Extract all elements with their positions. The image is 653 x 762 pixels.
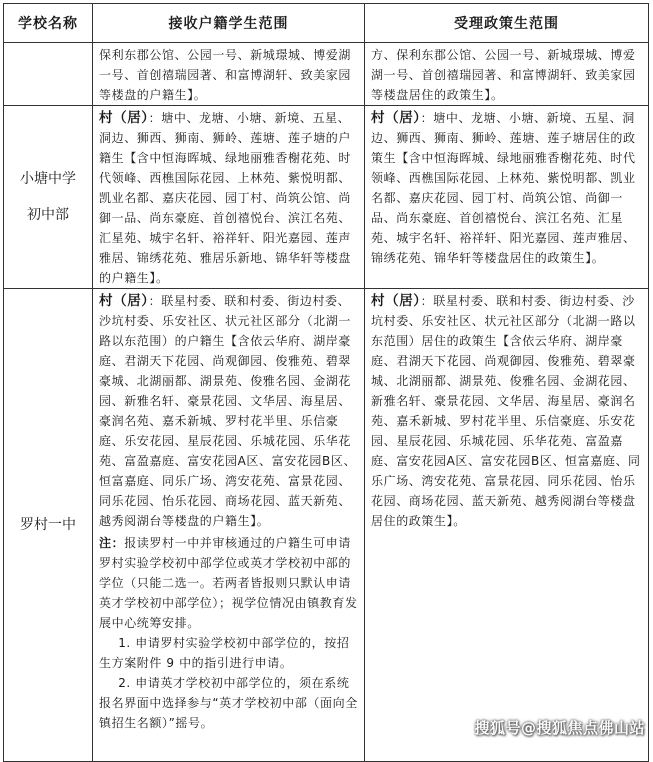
hukou-text: ：塘中、龙塘、小塘、新境、五星、洞边、狮西、狮南、狮岭、莲塘、莲子塘的户籍生【含中恒海晖城、绿地丽雅香榭花苑、时代领峰、西樵国际花园、上林苑、紫悦明都、凯业名都、嘉庆花园、园丁村、尚筑公馆、尚御一品、尚东豪庭、首创禧悦台、滨江名苑、汇星苑、城宇名轩、裕祥轩、阳光嘉园、莲声雅居、锦绣花苑、雅居乐新地、锦华轩等楼盘的户籍生】。 bbox=[99, 111, 352, 285]
note-text: 报读罗村一中并审核通过的户籍生可申请罗村实验学校初中部学位或英才学校初中部的学位（只能二选一。若两者皆报则只默认申请英才学校初中部学位）；视学位情况由镇教育发展中心统筹安排。 bbox=[99, 536, 358, 630]
table-row bbox=[4, 289, 649, 762]
policy-lead: 村（居） bbox=[371, 110, 421, 126]
hukou-lead: 村（居） bbox=[99, 293, 149, 309]
header-policy-range: 受理政策生范围 bbox=[365, 4, 649, 43]
school-cell-continued bbox=[4, 43, 93, 106]
school-cell bbox=[4, 106, 93, 289]
policy-text: 方、保利东郡公馆、公园一号、新城璟城、博爱湖一号、首创禧瑞园著、和富博湖轩、致美家园等楼盘居住的政策生】。 bbox=[371, 48, 636, 102]
hukou-text: 保利东郡公馆、公园一号、新城璟城、博爱湖一号、首创禧瑞园著、和富博湖轩、致美家园等楼盘的户籍生】。 bbox=[99, 48, 352, 102]
policy-text: ：塘中、龙塘、小塘、新境、五星、洞边、狮西、狮南、狮岭、莲塘、莲子塘居住的政策生【含中恒海晖城、绿地丽雅香榭花苑、时代领峰、西樵国际花园、上林苑、紫悦明都、凯业名都、嘉庆花园、园丁村、尚筑公馆、尚御一品、尚东豪庭、首创禧悦台、滨江名苑、汇星苑、城宇名轩、裕祥轩、阳光嘉园、莲声雅居、锦绣花苑、锦华轩等楼盘居住的政策生】。 bbox=[371, 111, 636, 265]
enrollment-table bbox=[3, 3, 649, 762]
school-cell bbox=[4, 289, 93, 762]
hukou-cell bbox=[93, 106, 365, 289]
hukou-cell bbox=[93, 43, 365, 106]
policy-cell bbox=[365, 289, 649, 762]
school-name-line1: 小塘中学 bbox=[20, 171, 76, 187]
hukou-cell bbox=[93, 289, 365, 762]
policy-cell bbox=[365, 43, 649, 106]
header-row bbox=[4, 4, 649, 43]
school-name: 罗村一中 bbox=[20, 517, 76, 533]
policy-lead: 村（居） bbox=[371, 293, 421, 309]
watermark: 搜狐号@搜狐焦点佛山站 bbox=[474, 719, 645, 737]
header-school-name: 学校名称 bbox=[4, 4, 93, 43]
table-row bbox=[4, 43, 649, 106]
note-item-1: 1. 申请罗村实验学校初中部学位的，按招生方案附件 9 中的指引进行申请。 bbox=[99, 636, 350, 670]
school-name-line2: 初中部 bbox=[27, 207, 69, 223]
table-row bbox=[4, 106, 649, 289]
policy-cell bbox=[365, 106, 649, 289]
hukou-lead: 村（居） bbox=[99, 110, 149, 126]
note-label: 注： bbox=[99, 536, 125, 550]
header-hukou-range: 接收户籍学生范围 bbox=[93, 4, 365, 43]
policy-text: ：联星村委、联和村委、街边村委、沙坑村委、乐安社区、状元社区部分（北湖一路以东范围）居住的政策生【含依云华府、湖岸豪庭、君湖天下花园、尚观御园、俊雅苑、碧翠豪城、北湖丽都、湖景苑、俊雅名园、金湖花园、新雅名轩、豪景花园、文华居、海星居、豪润名苑、嘉禾新城、罗村花半里、乐信豪庭、乐安花园、星辰花园、乐城花园、乐华花苑、富盈嘉庭、富安花园A区、富安花园B区、恒富嘉庭、同乐广场、湾安花苑、富景花园、同乐花园、怡乐花园、商场花园、蓝天新苑、越秀阅湖台等楼盘居住的政策生】。 bbox=[371, 294, 641, 528]
note-item-2: 2. 申请英才学校初中部学位的，须在系统报名界面中选择参与“英才学校初中部（面向全镇招生名额）”摇号。 bbox=[99, 676, 358, 730]
hukou-text: ：联星村委、联和村委、街边村委、沙坑村委、乐安社区、状元社区部分（北湖一路以东范围）的户籍生【含依云华府、湖岸豪庭、君湖天下花园、尚观御园、俊雅苑、碧翠豪城、北湖丽都、湖景苑、俊雅名园、金湖花园、新雅名轩、豪景花园、文华居、海星居、豪润名苑、嘉禾新城、罗村花半里、乐信豪庭、乐安花园、星辰花园、乐城花园、乐华花苑、富盈嘉庭、富安花园A区、富安花园B区、恒富嘉庭、同乐广场、湾安花苑、富景花园、同乐花园、怡乐花园、商场花园、蓝天新苑、越秀阅湖台等楼盘的户籍生】。 bbox=[99, 294, 357, 528]
